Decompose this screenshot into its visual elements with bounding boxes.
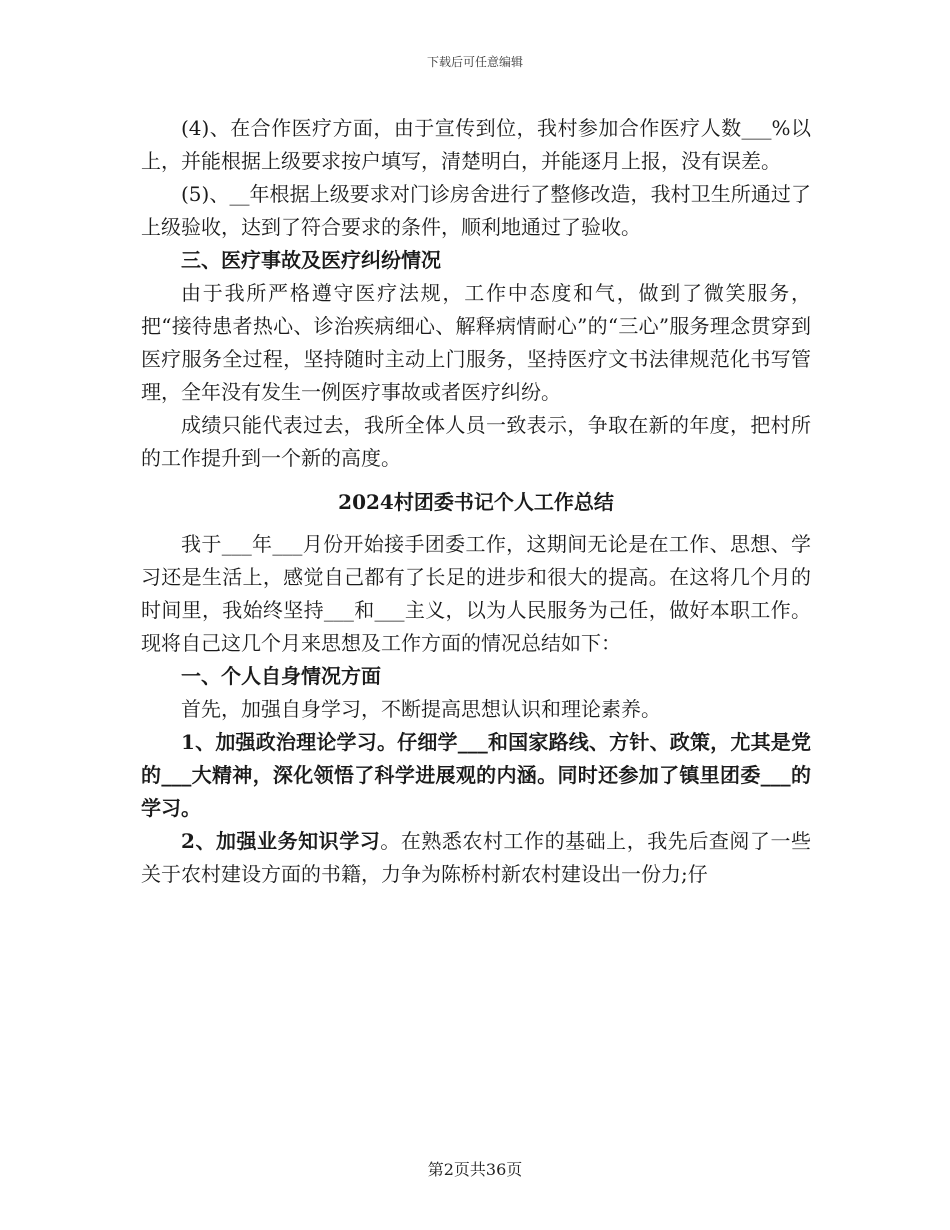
document-title: 2024村团委书记个人工作总结 xyxy=(338,490,614,514)
paragraph-business-study xyxy=(141,825,811,891)
paragraph-medical-service: 由于我所严格遵守医疗法规，工作中态度和气，做到了微笑服务，把“接待患者热心、诊治疾病细心、解释病情耐心”的“三心”服务理念贯穿到医疗服务全过程，坚持随时主动上门服务，坚持医疗文书法律规范化书写管理，全年没有发生一例医疗事故或者医疗纠纷。 xyxy=(141,281,811,404)
page-footer: 第2页共36页 xyxy=(427,1160,523,1179)
business-study-text: 。在熟悉农村工作的基础上，我先后查阅了一些关于农村建设方面的书籍，力争为陈桥村新农村建设出一份力;仔 xyxy=(141,829,811,886)
paragraph-cooperative-medical: (4)、在合作医疗方面，由于宣传到位，我村参加合作医疗人数___%以上，并能根据上级要求按户填写，清楚明白，并能逐月上报，没有误差。 xyxy=(141,116,811,173)
business-study-lead: 2、加强业务知识学习 xyxy=(181,829,381,853)
section-heading-medical-accidents: 三、医疗事故及医疗纠纷情况 xyxy=(181,248,441,272)
page-header: 下载后可任意编辑 xyxy=(426,55,523,69)
paragraph-achievements: 成绩只能代表过去，我所全体人员一致表示，争取在新的年度，把村所的工作提升到一个新的高度。 xyxy=(141,413,811,470)
paragraph-introduction: 我于___年___月份开始接手团委工作，这期间无论是在工作、思想、学习还是生活上，感觉自己都有了长足的进步和很大的提高。在这将几个月的时间里，我始终坚持___和___主义，以为人民服务为己任，做好本职工作。现将自己这几个月来思想及工作方面的情况总结如下： xyxy=(141,532,811,655)
section-heading-personal: 一、个人自身情况方面 xyxy=(181,664,381,688)
paragraph-political-study: 1、加强政治理论学习。仔细学___和国家路线、方针、政策，尤其是党的___大精神，深化领悟了科学进展观的内涵。同时还参加了镇里团委___的学习。 xyxy=(141,730,811,820)
document-body xyxy=(141,112,811,891)
paragraph-clinic-renovation: (5)、__年根据上级要求对门诊房舍进行了整修改造，我村卫生所通过了上级验收，达到了符合要求的条件，顺利地通过了验收。 xyxy=(141,182,811,239)
paragraph-self-study: 首先，加强自身学习，不断提高思想认识和理论素养。 xyxy=(181,697,661,721)
